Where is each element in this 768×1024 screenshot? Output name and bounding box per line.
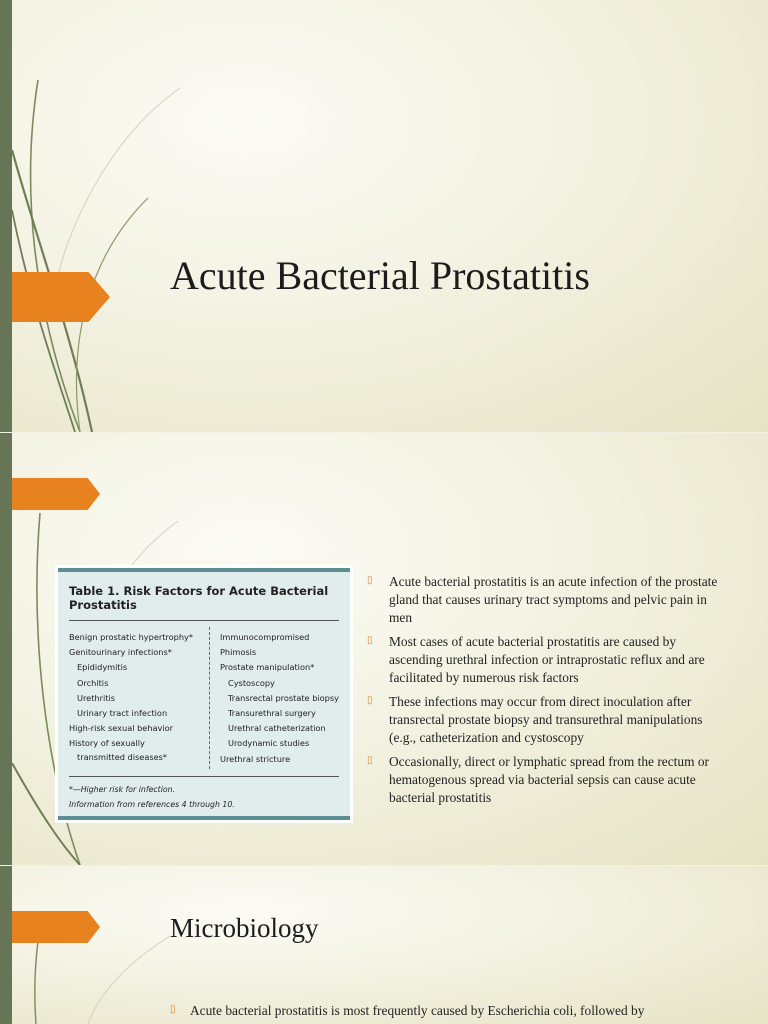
sidebar-stripe [0,866,12,1024]
table-cell: Orchitis [77,677,109,688]
table-cell: Genitourinary infections* [69,647,172,658]
table-cell: Urethritis [77,692,116,703]
slide-microbiology [0,866,768,1024]
risk-factors-table-image [55,565,353,823]
bullet-item [367,753,729,807]
table-cell: Transurethral surgery [228,708,316,719]
table-cell: Transrectal prostate biopsy [228,692,339,703]
bullet-box-icon: ▯ [367,755,373,766]
table-left-column [69,630,207,762]
table-column-divider [209,627,210,769]
table-title: Table 1. Risk Factors for Acute Bacterial Prostatitis [69,584,329,612]
risk-factors-table [58,568,350,820]
bullet-text: Acute bacterial prostatitis is most frequently caused by Escherichia coli, followed by [190,1003,645,1018]
bullet-item [367,573,729,627]
table-cell: History of sexually [69,738,145,749]
bullet-item [367,633,729,687]
table-cell: Immunocompromised [220,632,310,642]
table-cell: Phimosis [220,647,257,658]
sidebar-stripe [0,433,12,865]
bullet-box-icon: ▯ [367,695,373,706]
table-cell: High-risk sexual behavior [69,723,174,734]
orange-arrow-tab [12,911,100,943]
bullet-text: Most cases of acute bacterial prostatitis are caused by ascending urethral infection or intraprostatic reflux and are facilitated by numerous risk factors [389,634,705,685]
table-cell: Cystoscopy [228,677,275,688]
bullet-list [170,1002,730,1020]
table-cell: transmitted diseases* [77,751,168,762]
slide-risk-factors [0,433,768,865]
table-cell: Urodynamic studies [228,738,310,749]
table-cell: Urethral catheterization [228,723,326,734]
bullet-box-icon: ▯ [367,575,373,586]
bullet-box-icon: ▯ [170,1004,176,1015]
table-divider [69,620,339,621]
bullet-text: Acute bacterial prostatitis is an acute infection of the prostate gland that causes urinary tract symptoms and pelvic pain in men [389,574,718,625]
table-cell: Epididymitis [77,662,128,673]
table-right-column [220,630,348,767]
table-cell: Urethral stricture [220,753,291,764]
slide-title-slide [0,0,768,432]
table-divider [69,776,339,777]
orange-arrow-tab [12,478,100,510]
bullet-item [170,1002,730,1020]
bullet-text: These infections may occur from direct inoculation after transrectal prostate biopsy and transurethral manipulations (e.g., catheterization and cystoscopy [389,694,703,745]
bullet-list [367,573,729,813]
bullet-item [367,693,729,747]
slide-title: Acute Bacterial Prostatitis [170,253,590,298]
table-footnote: *—Higher risk for infection. [69,785,176,794]
sidebar-stripe [0,0,12,432]
table-source: Information from references 4 through 10. [69,800,235,809]
table-footnotes [69,782,235,812]
table-cell: Benign prostatic hypertrophy* [69,632,193,642]
bullet-text: Occasionally, direct or lymphatic spread from the rectum or hematogenous spread via bacterial sepsis can cause acute bacterial prostatitis [389,754,710,805]
table-cell: Prostate manipulation* [220,662,315,673]
table-cell: Urinary tract infection [77,708,168,719]
decorative-swoosh [0,0,200,432]
bullet-box-icon: ▯ [367,635,373,646]
slide-title: Microbiology [170,913,319,943]
orange-arrow-tab [12,272,110,322]
